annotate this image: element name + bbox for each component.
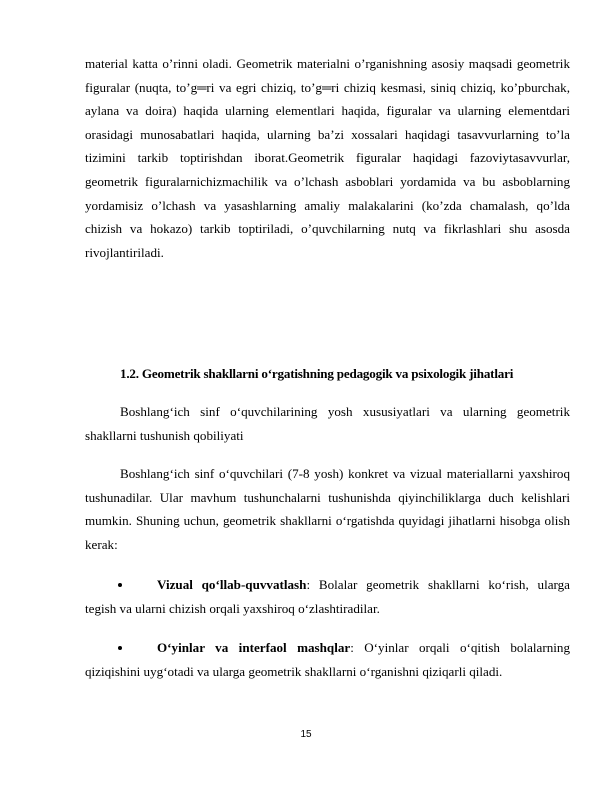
body-paragraph-geometric-material: material katta o’rinni oladi. Geometrik materialni o’rganishning asosiy maqsadi geometrik figuralar (nuqta, to’g═ri va egri chiziq, to’g═ri chiziq kesmasi, siniq chiziq, ko’pburchak, aylana va doira) haqida ularning elementlari haqida, figuralar va ularning elementdari orasidagi munosabatlari haqida, ularning ba’zi xossalari haqidagi tasavvurlarning to’la tizimini tarkib toptirishdan iborat.Geometrik figuralar haqidagi fazoviytasavvurlar, geometrik figuralarnichizmachilik va o’lchash asboblari yordamida va bu asboblarning yordamisiz o’lchash va yasashlarning amaliy malakalarini (ko’zda chamalash, qo’lda chizish va hokazo) tarkib toptiriladi, o’quvchilarning nutq va fikrlashlari shu asosda rivojlantiriladi. xyxy=(85,56,570,260)
bullet-term: Vizual qo‘llab-quvvatlash xyxy=(157,577,307,592)
bullet-dot-icon xyxy=(118,646,122,650)
bullet-text xyxy=(85,573,570,620)
page-number: 15 xyxy=(300,729,312,740)
bullet-item-visual-support xyxy=(85,573,570,620)
bullet-item-games-interactive xyxy=(85,636,570,683)
body-paragraph-pupils-understanding: Boshlang‘ich sinf o‘quvchilari (7-8 yosh) konkret va vizual materiallarni yaxshiroq tushunadilar. Ular mavhum tushunchalarni tushunishda qiyinchiliklarga duch kelishlari mumkin. Shuning uchun, geometrik shakllarni o‘rgatishda quyidagi jihatlarni hisobga olish kerak: xyxy=(85,466,570,552)
bullet-text xyxy=(85,636,570,683)
bullet-dot-icon xyxy=(118,583,122,587)
section-heading: 1.2. Geometrik shakllarni o‘rgatishning pedagogik va psixologik jihatlari xyxy=(120,366,514,381)
bullet-description: : O‘yinlar orqali o‘qitish bolalarning qiziqishini uyg‘otadi va ularga geometrik shakllarni o‘rganishni qiziqarli qiladi. xyxy=(85,640,570,679)
bullet-description: : Bolalar geometrik shakllarni ko‘rish, ularga tegish va ularni chizish orqali yaxshiroq o‘zlashtiradilar. xyxy=(85,577,570,616)
bullet-term: O‘yinlar va interfaol mashqlar xyxy=(157,640,351,655)
body-paragraph-age-features: Boshlang‘ich sinf o‘quvchilarining yosh xususiyatlari va ularning geometrik shakllarni tushunish qobiliyati xyxy=(85,404,570,443)
